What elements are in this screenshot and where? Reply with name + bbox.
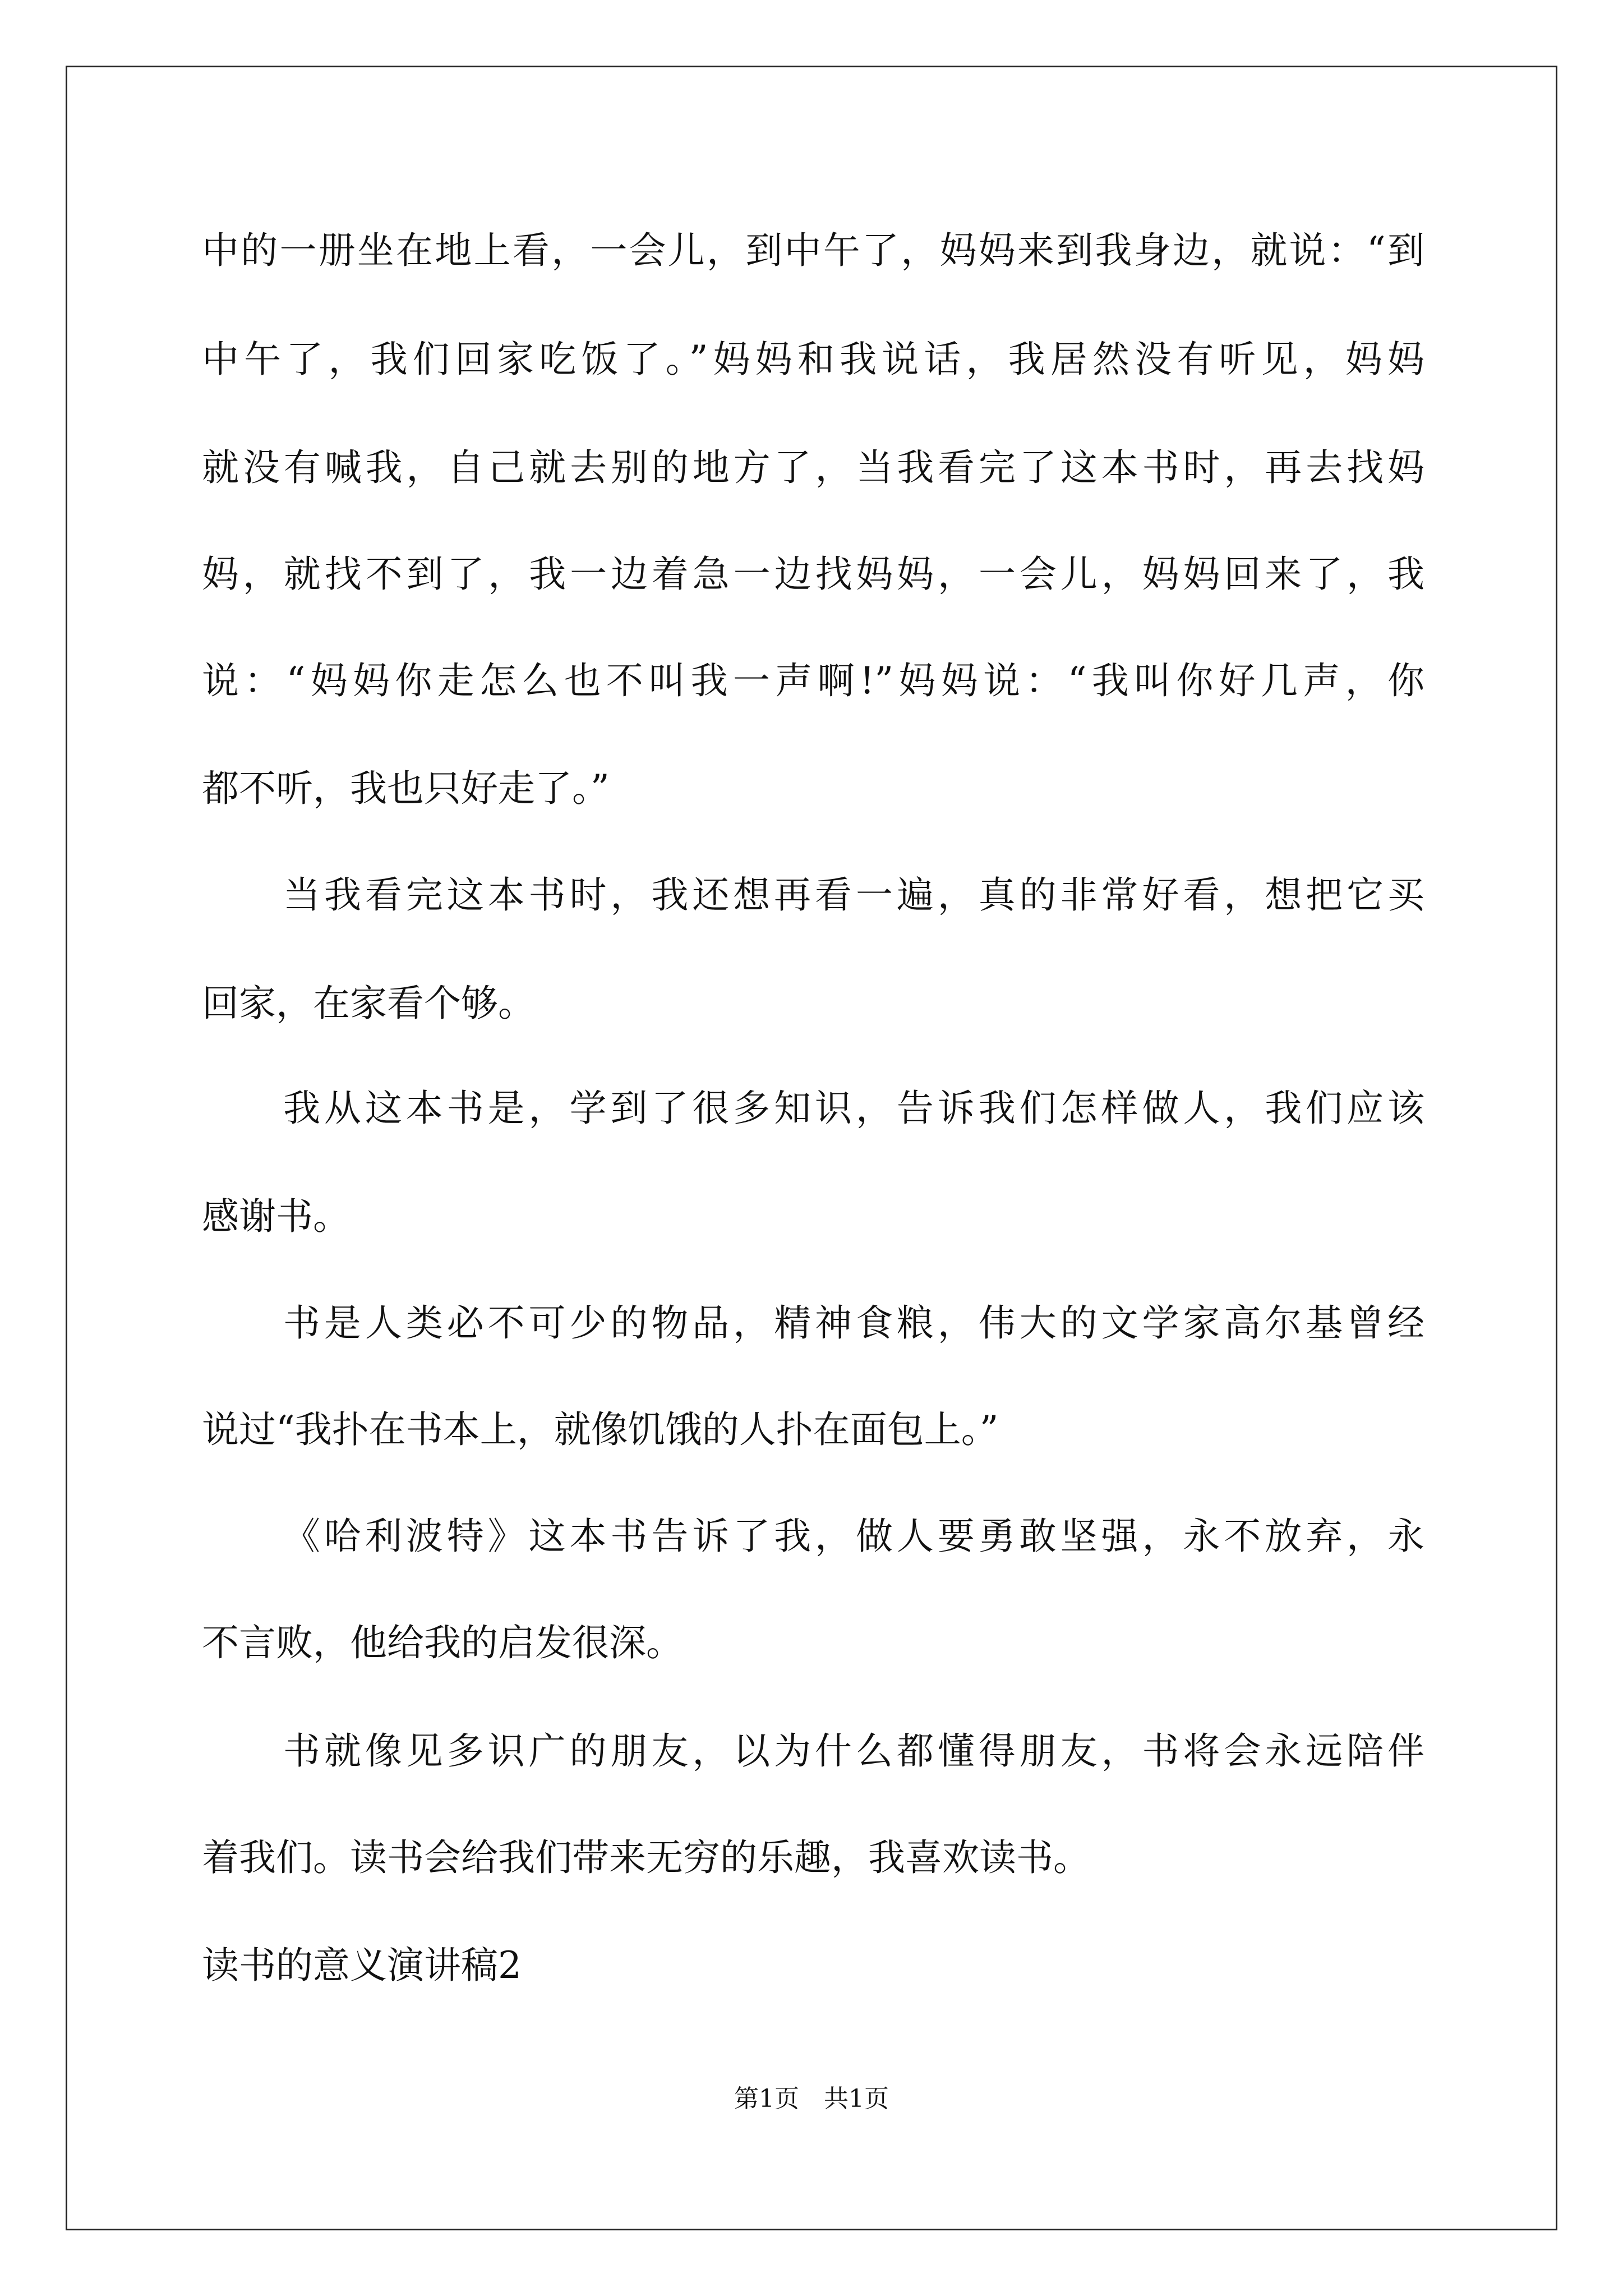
- text-line: 中的一册坐在地上看，一会儿，到中午了，妈妈来到我身边，就说：“到: [202, 229, 1424, 272]
- text-line: 中午了，我们回家吃饭了。”妈妈和我说话，我居然没有听见，妈妈: [202, 338, 1424, 381]
- text-line: 书是人类必不可少的物品，精神食粮，伟大的文学家高尔基曾经: [283, 1301, 1424, 1345]
- text-line: 《哈利波特》这本书告诉了我，做人要勇敢坚强，永不放弃，永: [283, 1515, 1424, 1558]
- page-border: [66, 66, 1557, 2230]
- text-line: 都不听，我也只好走了。”: [202, 767, 610, 810]
- text-line: 当我看完这本书时，我还想再看一遍，真的非常好看，想把它买: [283, 873, 1424, 917]
- text-line: 不言败，他给我的启发很深。: [202, 1621, 683, 1664]
- text-line: 书就像见多识广的朋友，以为什么都懂得朋友，书将会永远陪伴: [283, 1729, 1424, 1773]
- section-heading: 读书的意义演讲稿2: [202, 1944, 522, 1987]
- text-line: 说过“我扑在书本上，就像饥饿的人扑在面包上。”: [202, 1408, 999, 1451]
- page-footer: 第1页 共1页: [734, 2085, 889, 2113]
- text-line: 我从这本书是，学到了很多知识，告诉我们怎样做人，我们应该: [283, 1087, 1424, 1130]
- text-line: 感谢书。: [202, 1195, 350, 1238]
- text-line: 说：“妈妈你走怎么也不叫我一声啊!”妈妈说：“我叫你好几声，你: [202, 659, 1424, 702]
- text-line: 妈，就找不到了，我一边着急一边找妈妈，一会儿，妈妈回来了，我: [202, 553, 1424, 596]
- text-line: 着我们。读书会给我们带来无穷的乐趣，我喜欢读书。: [202, 1836, 1090, 1879]
- text-line: 回家，在家看个够。: [202, 982, 535, 1025]
- text-line: 就没有喊我，自己就去别的地方了，当我看完了这本书时，再去找妈: [202, 446, 1424, 489]
